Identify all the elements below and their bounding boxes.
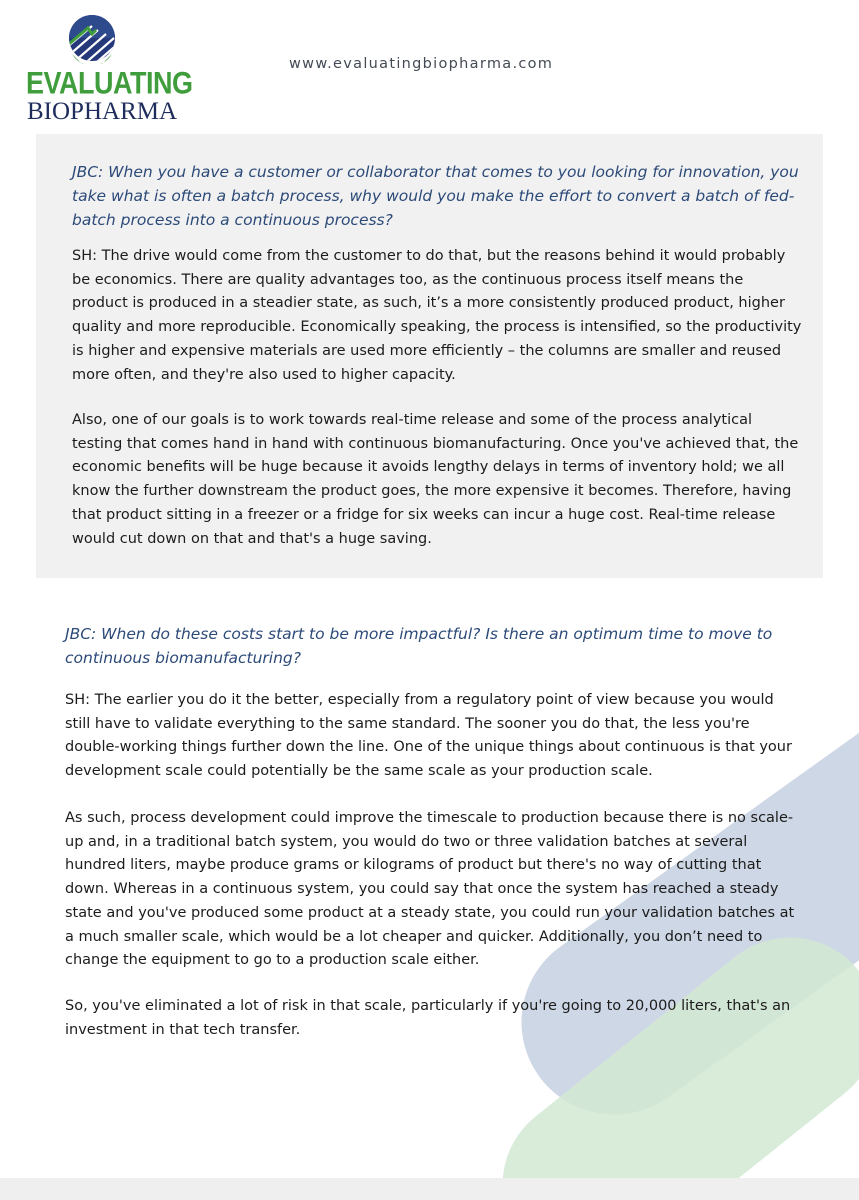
interview-answer-paragraph: As such, process development could improve the timescale to production because there is no scale-up and, in a traditional batch system, you would do two or three validation batches at several hundred liters, maybe produce grams or kilograms of product but there's no way of cutting that down. Whereas in a continuous system, you could say that once the system has reached a steady state and you've produced some product at a steady state, you could run your validation batches at a much smaller scale, which would be a lot cheaper and quicker. Additionally, you don’t need to change the equipment to go to a production scale either. [65, 810, 795, 969]
interview-question: JBC: When you have a customer or collaborator that comes to you looking for innovation, you take what is often a batch process, why would you make the effort to convert a batch of fed-batch process into a continuous process? [72, 163, 799, 229]
footer-band [0, 1178, 859, 1200]
highlighted-qa-box [36, 134, 823, 578]
interview-question: JBC: When do these costs start to be more impactful? Is there an optimum time to move to continuous biomanufacturing? [65, 625, 773, 667]
logo-wordmark-bottom: BIOPHARMA [27, 98, 178, 125]
interview-answer-paragraph: So, you've eliminated a lot of risk in that scale, particularly if you're going to 20,000 liters, that's an investment in that tech transfer. [65, 998, 791, 1038]
website-url[interactable]: www.evaluatingbiopharma.com [289, 56, 554, 72]
decorative-green-band [590, 1025, 790, 1185]
interview-answer-paragraph: Also, one of our goals is to work towards real-time release and some of the process analytical testing that comes hand in hand with continuous biomanufacturing. Once you've achieved that, the economic benefits will be huge because it avoids lengthy delays in terms of inventory hold; we all know the further downstream the product goes, the more expensive it becomes. Therefore, having that product sitting in a freezer or a fridge for six weeks can incur a huge cost. Real-time release would cut down on that and that's a huge saving. [72, 412, 799, 547]
company-logo [26, 14, 193, 125]
evaluating-biopharma-logo-icon [66, 14, 118, 64]
interview-answer-paragraph: SH: The earlier you do it the better, especially from a regulatory point of view because you would still have to validate everything to the same standard. The sooner you do that, the less you're double-working things further down the line. One of the unique things about continuous is that your development scale could potentially be the same scale as your production scale. [65, 692, 792, 780]
logo-wordmark-top: EVALUATING [26, 66, 193, 101]
interview-answer-paragraph: SH: The drive would come from the customer to do that, but the reasons behind it would probably be economics. There are quality advantages too, as the continuous process itself means the product is produced in a steadier state, as such, it’s a more consistently produced product, higher quality and more reproducible. Economically speaking, the process is intensified, so the productivity is higher and expensive materials are used more efficiently – the columns are smaller and reused more often, and they're also used to higher capacity. [72, 248, 802, 383]
